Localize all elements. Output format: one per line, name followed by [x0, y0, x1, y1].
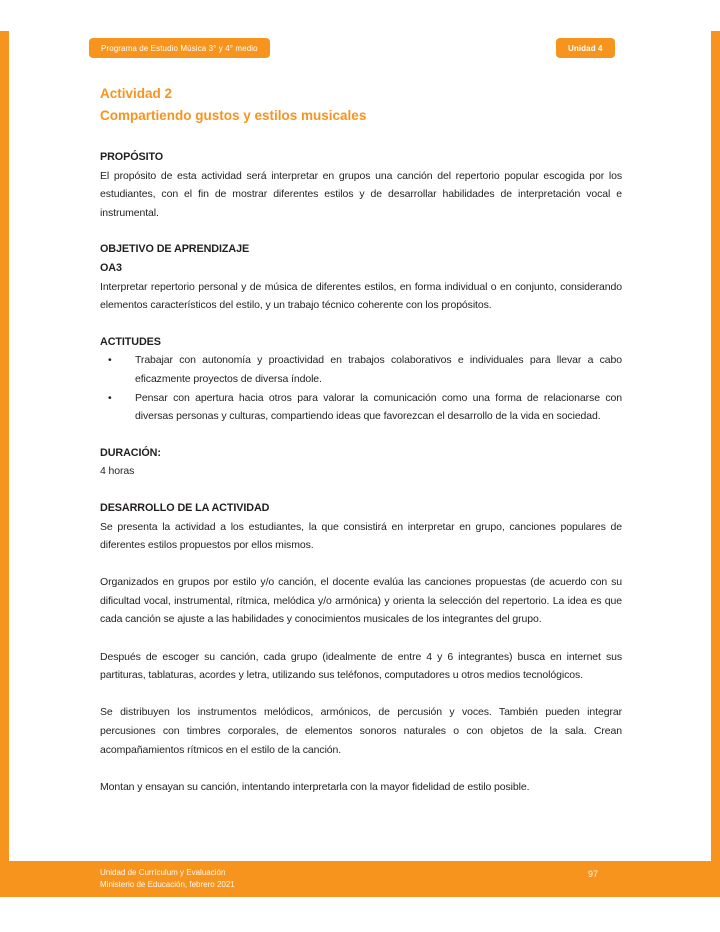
- document-content: [100, 148, 622, 814]
- section-heading: ACTITUDES: [100, 335, 161, 348]
- activity-title: Actividad 2: [100, 86, 173, 101]
- list-item: • Pensar con apertura hacia otros para valorar la comunicación como una forma de relacionarse con diversas personas y culturas, compartiendo ideas que favorezcan el desarrollo de la vida en sociedad.: [100, 389, 622, 426]
- section-duracion: [100, 444, 622, 481]
- unit-badge: [556, 38, 615, 58]
- attitudes-list: [100, 351, 622, 425]
- section-heading: PROPÓSITO: [100, 151, 164, 163]
- footer-line-2: Ministerio de Educación, febrero 2021: [100, 880, 235, 889]
- duration-value: 4 horas: [100, 465, 135, 478]
- oa-code: OA3: [100, 261, 122, 274]
- section-heading: DESARROLLO DE LA ACTIVIDAD: [100, 501, 270, 514]
- unit-badge-label: Unidad 4: [568, 43, 603, 53]
- section-proposito: [100, 148, 622, 222]
- section-paragraph: Se distribuyen los instrumentos melódicos, armónicos, de percusión y voces. También pueden integrar percusiones con timbres corporales, de elementos sonoros naturales o con objetos de la sala. Crean acompañamientos rítmicos en el estilo de la canción.: [100, 706, 622, 756]
- section-desarrollo: [100, 499, 622, 797]
- section-paragraph: Montan y ensayan su canción, intentando interpretarla con la mayor fidelidad de estilo posible.: [100, 780, 530, 793]
- page-number: 97: [588, 869, 599, 879]
- section-paragraph: Después de escoger su canción, cada grupo (idealmente de entre 4 y 6 integrantes) busca en internet sus partituras, tablaturas, acordes y letra, utilizando sus teléfonos, computadores u otros medios tecnológicos.: [100, 650, 622, 682]
- page-footer: [0, 861, 720, 897]
- section-paragraph: El propósito de esta actividad será interpretar en grupos una canción del repertorio popular escogida por los estudiantes, con el fin de mostrar diferentes estilos y de desarrollar habilidades de interpretación vocal e instrumental.: [100, 169, 622, 219]
- section-heading: OBJETIVO DE APRENDIZAJE: [100, 243, 250, 256]
- title-block: [100, 83, 366, 127]
- footer-credits: [0, 867, 235, 892]
- section-heading: DURACIÓN:: [100, 446, 161, 459]
- right-edge-accent-bar: [711, 31, 720, 897]
- section-objetivo-aprendizaje: [100, 240, 622, 314]
- footer-line-1: Unidad de Currículum y Evaluación: [100, 867, 226, 877]
- program-badge: [89, 38, 270, 58]
- left-edge-accent-bar: [0, 31, 9, 897]
- section-paragraph: Se presenta la actividad a los estudiantes, la que consistirá en interpretar en grupo, canciones populares de diferentes estilos propuestos por ellos mismos.: [100, 520, 622, 552]
- section-paragraph: Interpretar repertorio personal y de música de diferentes estilos, en forma individual o en conjunto, considerando elementos característicos del estilo, y un trabajo técnico coherente con los propósitos.: [100, 280, 622, 312]
- list-item: • Trabajar con autonomía y proactividad en trabajos colaborativos e individuales para llevar a cabo eficazmente proyectos de diversa índole.: [100, 351, 622, 388]
- program-badge-label: Programa de Estudio Música 3° y 4° medio: [101, 43, 258, 53]
- section-paragraph: Organizados en grupos por estilo y/o canción, el docente evalúa las canciones propuestas (de acuerdo con su dificultad vocal, instrumental, rítmica, melódica y/o armónica) y orienta la selección del repertorio. La idea es que cada canción se ajuste a las habilidades y conocimientos musicales de los integrantes del grupo.: [100, 576, 622, 626]
- section-actitudes: [100, 333, 622, 426]
- activity-subtitle: Compartiendo gustos y estilos musicales: [100, 108, 367, 123]
